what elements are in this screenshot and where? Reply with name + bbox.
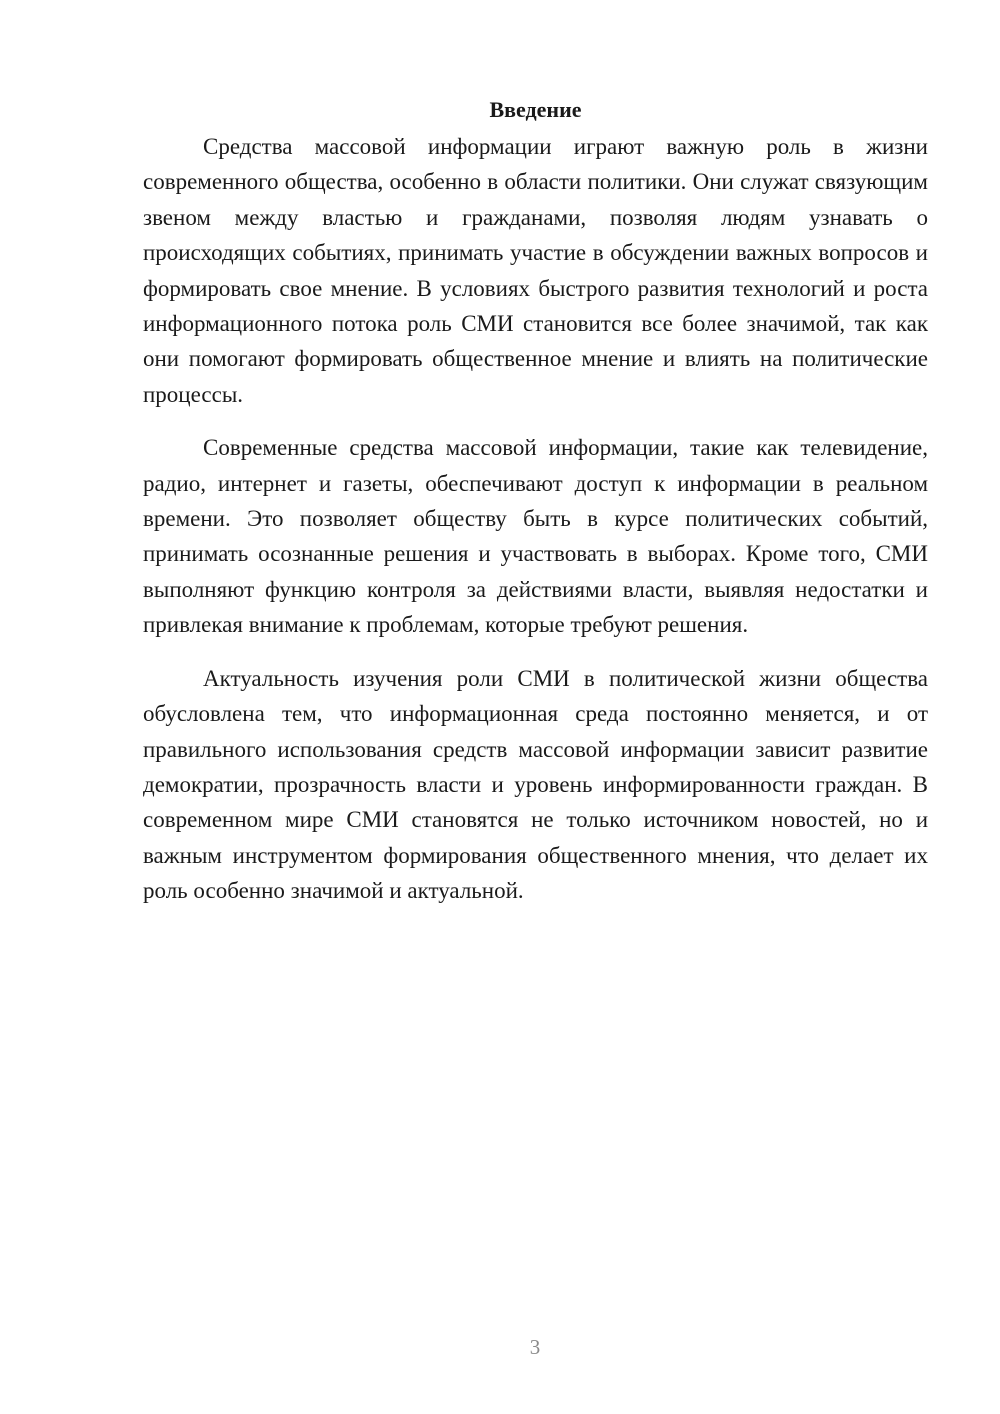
section-heading: Введение — [489, 97, 582, 122]
paragraph-3: Актуальность изучения роли СМИ в политической жизни общества обусловлена тем, что информационная среда постоянно меняется, и от правильного использования средств массовой информации зависит развитие демократии, прозрачность власти и уровень информированности граждан. В современном мире СМИ становятся не только источником новостей, но и важным инструментом формирования общественного мнения, что делает их роль особенно значимой и актуальной. — [143, 665, 928, 904]
paragraph-2: Современные средства массовой информации, такие как телевидение, радио, интернет и газеты, обеспечивают доступ к информации в реальном времени. Это позволяет обществу быть в курсе политических событий, принимать осознанные решения и участвовать в выборах. Кроме того, СМИ выполняют функцию контроля за действиями власти, выявляя недостатки и привлекая внимание к проблемам, которые требуют решения. — [143, 435, 928, 638]
page-number: 3 — [529, 1335, 541, 1359]
page-content — [143, 92, 928, 927]
paragraph-1: Средства массовой информации играют важную роль в жизни современного общества, особенно в области политики. Они служат связующим звеном между властью и гражданами, позволяя людям узнавать о происходящих событиях, принимать участие в обсуждении важных вопросов и формировать свое мнение. В условиях быстрого развития технологий и роста информационного потока роль СМИ становится все более значимой, так как они помогают формировать общественное мнение и влиять на политические процессы. — [143, 134, 928, 407]
